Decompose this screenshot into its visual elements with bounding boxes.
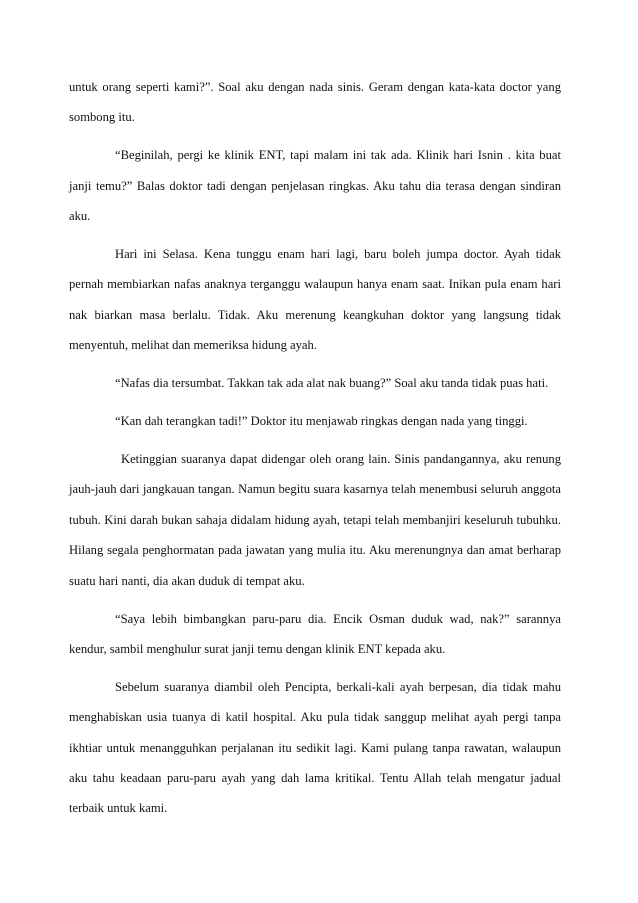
paragraph-8: Sebelum suaranya diambil oleh Pencipta, berkali-kali ayah berpesan, dia tidak mahu menghabiskan usia tuanya di katil hospital. Aku pula tidak sanggup melihat ayah pergi tanpa ikhtiar untuk menangguhkan perjalanan itu sedikit lagi. Kami pulang tanpa rawatan, walaupun aku tahu keadaan paru-paru ayah yang dah lama kritikal. Tentu Allah telah mengatur jadual terbaik untuk kami. xyxy=(69,679,561,816)
paragraph-2: “Beginilah, pergi ke klinik ENT, tapi malam ini tak ada. Klinik hari Isnin . kita buat janji temu?” Balas doktor tadi dengan penjelasan ringkas. Aku tahu dia terasa dengan sindiran aku. xyxy=(69,148,561,224)
paragraph-5: “Kan dah terangkan tadi!” Doktor itu menjawab ringkas dengan nada yang tinggi. xyxy=(115,414,528,429)
paragraph-4: “Nafas dia tersumbat. Takkan tak ada alat nak buang?” Soal aku tanda tidak puas hati. xyxy=(115,376,549,391)
paragraph-1: untuk orang seperti kami?”. Soal aku dengan nada sinis. Geram dengan kata-kata doctor yang sombong itu. xyxy=(69,80,561,125)
paragraph-7: “Saya lebih bimbangkan paru-paru dia. Encik Osman duduk wad, nak?” sarannya kendur, sambil menghulur surat janji temu dengan klinik ENT kepada aku. xyxy=(69,611,561,656)
paragraph-3: Hari ini Selasa. Kena tunggu enam hari lagi, baru boleh jumpa doctor. Ayah tidak pernah membiarkan nafas anaknya terganggu walaupun hanya enam saat. Inikan pula enam hari nak biarkan masa berlalu. Tidak. Aku merenung keangkuhan doktor yang langsung tidak menyentuh, melihat dan memeriksa hidung ayah. xyxy=(69,247,561,353)
document-page xyxy=(69,72,561,831)
paragraph-6: Ketinggian suaranya dapat didengar oleh orang lain. Sinis pandangannya, aku renung jauh-jauh dari jangkauan tangan. Namun begitu suara kasarnya telah menembusi seluruh anggota tubuh. Kini darah bukan sahaja didalam hidung ayah, tetapi telah membanjiri keseluruh tubuhku. Hilang segala penghormatan pada jawatan yang mulia itu. Aku merenungnya dan amat berharap suatu hari nanti, dia akan duduk di tempat aku. xyxy=(69,451,561,588)
